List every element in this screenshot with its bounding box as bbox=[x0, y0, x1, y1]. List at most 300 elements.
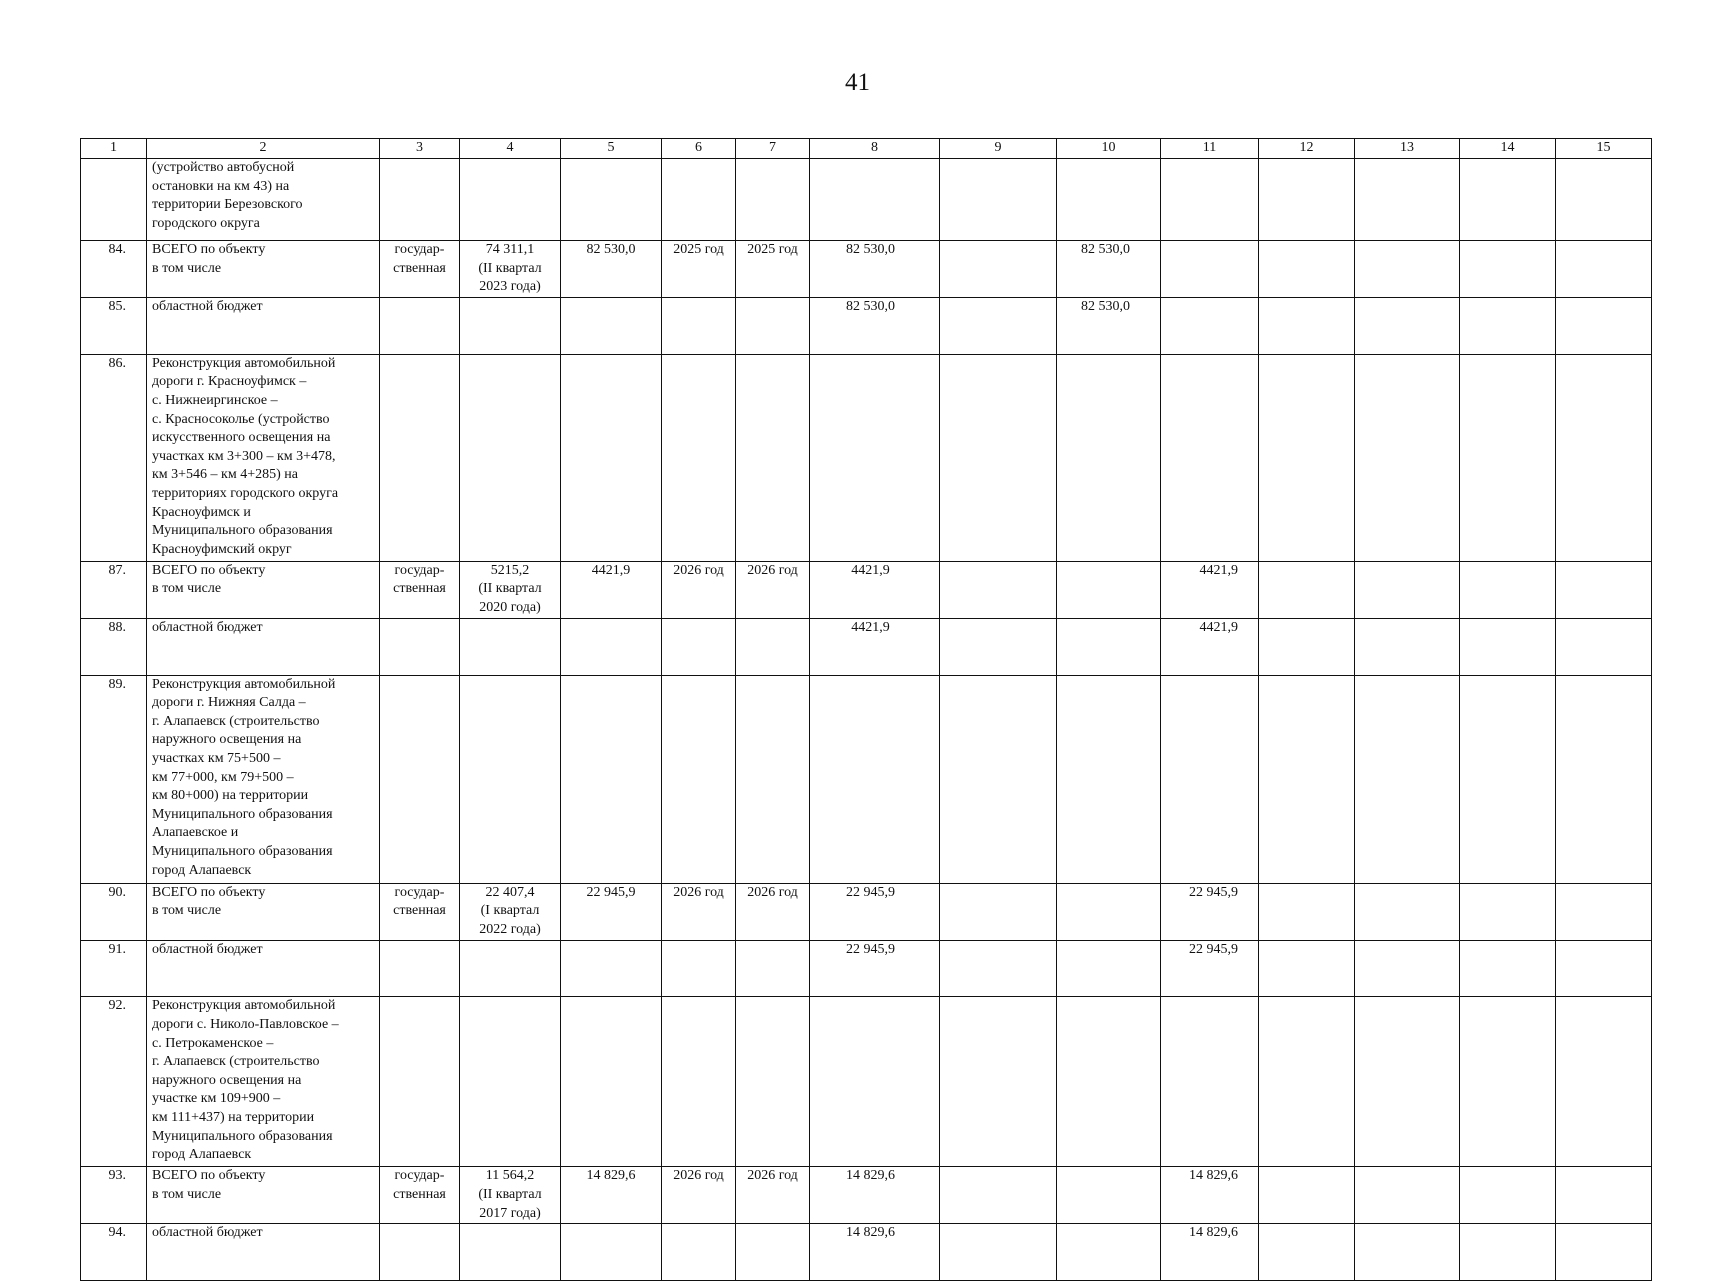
object-name bbox=[147, 940, 380, 997]
cell-line bbox=[382, 298, 457, 317]
funding-col-9 bbox=[940, 1167, 1057, 1224]
budget-table bbox=[80, 138, 1652, 1281]
cell-line bbox=[382, 1016, 457, 1035]
cell-line: км 80+000) на территории bbox=[152, 788, 309, 804]
funding-total bbox=[810, 159, 940, 241]
end-year bbox=[736, 1167, 810, 1224]
row-number bbox=[81, 354, 147, 561]
cell-value: 14 829,6 bbox=[1189, 1168, 1238, 1184]
funding-col-11 bbox=[1161, 1224, 1259, 1281]
column-header-1: 1 bbox=[81, 139, 147, 159]
cell-line bbox=[466, 1224, 554, 1243]
funding-col-12 bbox=[1259, 1167, 1355, 1224]
cell-line: ственная bbox=[393, 581, 446, 597]
cell-line bbox=[466, 978, 554, 997]
funding-total bbox=[810, 940, 940, 997]
cell-line: территориях городского округа bbox=[152, 485, 339, 501]
column-header-7: 7 bbox=[736, 139, 810, 159]
cell-line bbox=[382, 373, 457, 392]
cell-line: с. Нижнеиргинское – bbox=[152, 392, 278, 408]
funding-col-12 bbox=[1259, 1224, 1355, 1281]
cell-line: в том числе bbox=[152, 581, 222, 597]
funding-col-10 bbox=[1057, 618, 1161, 675]
funding-col-12 bbox=[1259, 159, 1355, 241]
funding-col-10 bbox=[1057, 561, 1161, 618]
cell-line bbox=[466, 1243, 554, 1262]
funding-col-14 bbox=[1460, 298, 1556, 355]
funding-col-15 bbox=[1556, 241, 1652, 298]
row-number bbox=[81, 1224, 147, 1281]
cell-line: областной бюджет bbox=[152, 299, 263, 314]
funding-col-11 bbox=[1161, 159, 1259, 241]
funding-col-10 bbox=[1057, 1224, 1161, 1281]
cell-line: ственная bbox=[393, 903, 446, 919]
funding-col-14 bbox=[1460, 354, 1556, 561]
ownership-type bbox=[380, 618, 460, 675]
end-year bbox=[736, 618, 810, 675]
cell-line: областной бюджет bbox=[152, 619, 263, 635]
funding-col-13 bbox=[1355, 997, 1460, 1167]
funding-col-11 bbox=[1161, 883, 1259, 940]
cell-line: (устройство автобусной bbox=[152, 160, 295, 175]
estimated-cost bbox=[460, 883, 561, 940]
table-row bbox=[81, 159, 1652, 241]
funding-col-12 bbox=[1259, 618, 1355, 675]
column-header-11: 11 bbox=[1161, 139, 1259, 159]
cell-line: в том числе bbox=[152, 260, 222, 276]
ownership-type bbox=[380, 298, 460, 355]
end-year bbox=[736, 298, 810, 355]
cell-line: 74 311,1 bbox=[485, 242, 535, 257]
funding-col-13 bbox=[1355, 241, 1460, 298]
total-cost bbox=[561, 159, 662, 241]
funding-total bbox=[810, 618, 940, 675]
funding-col-14 bbox=[1460, 241, 1556, 298]
funding-col-15 bbox=[1556, 561, 1652, 618]
cell-value: 82 530,0 bbox=[586, 242, 636, 257]
cell-line: участках км 75+500 – bbox=[152, 750, 281, 766]
row-number bbox=[81, 940, 147, 997]
funding-col-14 bbox=[1460, 940, 1556, 997]
funding-col-12 bbox=[1259, 241, 1355, 298]
funding-col-14 bbox=[1460, 1167, 1556, 1224]
cell-line: (II квартал bbox=[478, 260, 542, 276]
cell-value: 14 829,6 bbox=[846, 1168, 895, 1184]
total-cost bbox=[561, 1224, 662, 1281]
funding-col-14 bbox=[1460, 1224, 1556, 1281]
funding-col-12 bbox=[1259, 298, 1355, 355]
cell-value: 89. bbox=[108, 676, 126, 692]
total-cost bbox=[561, 997, 662, 1167]
cell-line bbox=[466, 637, 554, 656]
cell-value: 2026 год bbox=[747, 884, 798, 900]
funding-col-9 bbox=[940, 354, 1057, 561]
cell-value: 22 945,9 bbox=[846, 941, 895, 957]
cell-line: 2020 года) bbox=[479, 599, 541, 615]
funding-total bbox=[810, 883, 940, 940]
funding-col-9 bbox=[940, 940, 1057, 997]
funding-col-9 bbox=[940, 1224, 1057, 1281]
funding-col-10 bbox=[1057, 1167, 1161, 1224]
cell-value: 94. bbox=[108, 1225, 126, 1241]
cell-line: 2022 года) bbox=[479, 921, 541, 937]
cell-line: Муниципального образования bbox=[152, 806, 333, 822]
column-header-8: 8 bbox=[810, 139, 940, 159]
cell-line: с. Красносоколье (устройство bbox=[152, 411, 330, 427]
row-number bbox=[81, 997, 147, 1167]
end-year bbox=[736, 940, 810, 997]
funding-col-14 bbox=[1460, 561, 1556, 618]
row-number bbox=[81, 298, 147, 355]
cell-line: Муниципального образования bbox=[152, 523, 333, 539]
cell-line: 2017 года) bbox=[479, 1205, 541, 1221]
column-header-2: 2 bbox=[147, 139, 380, 159]
funding-total bbox=[810, 1224, 940, 1281]
cell-value: 93. bbox=[108, 1168, 126, 1184]
funding-col-10 bbox=[1057, 997, 1161, 1167]
funding-col-14 bbox=[1460, 997, 1556, 1167]
funding-col-11 bbox=[1161, 940, 1259, 997]
cell-line: Реконструкция автомобильной bbox=[152, 676, 336, 692]
funding-col-12 bbox=[1259, 997, 1355, 1167]
funding-col-14 bbox=[1460, 675, 1556, 883]
funding-col-12 bbox=[1259, 561, 1355, 618]
cell-value: 22 945,9 bbox=[1189, 941, 1238, 957]
cell-line: областной бюджет bbox=[152, 941, 263, 957]
cell-value: 2026 год bbox=[747, 562, 798, 578]
cell-line bbox=[382, 178, 457, 197]
estimated-cost bbox=[460, 997, 561, 1167]
cell-value: 2026 год bbox=[747, 1168, 798, 1184]
funding-col-9 bbox=[940, 561, 1057, 618]
funding-col-12 bbox=[1259, 940, 1355, 997]
cell-line: ственная bbox=[393, 260, 446, 276]
total-cost bbox=[561, 940, 662, 997]
cell-value: 4421,9 bbox=[1199, 619, 1238, 635]
cell-line: дороги с. Николо-Павловское – bbox=[152, 1016, 339, 1032]
cell-value: 14 829,6 bbox=[586, 1168, 636, 1184]
cell-line bbox=[466, 373, 554, 392]
funding-col-11 bbox=[1161, 354, 1259, 561]
funding-col-13 bbox=[1355, 561, 1460, 618]
cell-line bbox=[382, 959, 457, 978]
cell-line: ВСЕГО по объекту bbox=[152, 242, 266, 257]
estimated-cost bbox=[460, 1224, 561, 1281]
funding-total bbox=[810, 241, 940, 298]
cell-value: 82 530,0 bbox=[1081, 299, 1130, 314]
funding-col-11 bbox=[1161, 561, 1259, 618]
total-cost bbox=[561, 561, 662, 618]
cell-line: участках км 3+300 – км 3+478, bbox=[152, 448, 336, 464]
cell-line bbox=[466, 335, 554, 354]
object-name bbox=[147, 675, 380, 883]
funding-col-9 bbox=[940, 997, 1057, 1167]
total-cost bbox=[561, 618, 662, 675]
object-name bbox=[147, 354, 380, 561]
cell-line bbox=[382, 619, 457, 638]
cell-value: 86. bbox=[108, 355, 126, 371]
object-name bbox=[147, 1167, 380, 1224]
column-header-9: 9 bbox=[940, 139, 1057, 159]
column-header-6: 6 bbox=[662, 139, 736, 159]
funding-col-12 bbox=[1259, 883, 1355, 940]
funding-col-10 bbox=[1057, 159, 1161, 241]
cell-line bbox=[466, 355, 554, 374]
object-name bbox=[147, 883, 380, 940]
funding-col-13 bbox=[1355, 354, 1460, 561]
cell-line: Красноуфимск и bbox=[152, 504, 251, 520]
table-row bbox=[81, 561, 1652, 618]
funding-col-15 bbox=[1556, 354, 1652, 561]
funding-col-13 bbox=[1355, 1224, 1460, 1281]
table-row bbox=[81, 1224, 1652, 1281]
funding-col-15 bbox=[1556, 883, 1652, 940]
column-header-12: 12 bbox=[1259, 139, 1355, 159]
cell-line: государ- bbox=[394, 1168, 445, 1184]
cell-line: Муниципального образования bbox=[152, 1128, 333, 1144]
estimated-cost bbox=[460, 354, 561, 561]
start-year bbox=[662, 241, 736, 298]
end-year bbox=[736, 159, 810, 241]
cell-line: остановки на км 43) на bbox=[152, 178, 290, 194]
table-row bbox=[81, 940, 1652, 997]
total-cost bbox=[561, 354, 662, 561]
cell-value: 22 945,9 bbox=[586, 884, 636, 900]
row-number bbox=[81, 675, 147, 883]
cell-line bbox=[382, 1224, 457, 1243]
column-header-5: 5 bbox=[561, 139, 662, 159]
cell-line bbox=[466, 694, 554, 713]
funding-col-9 bbox=[940, 883, 1057, 940]
column-header-15: 15 bbox=[1556, 139, 1652, 159]
column-header-4: 4 bbox=[460, 139, 561, 159]
funding-total bbox=[810, 997, 940, 1167]
ownership-type bbox=[380, 940, 460, 997]
cell-value: 90. bbox=[108, 884, 126, 900]
cell-line bbox=[382, 355, 457, 374]
estimated-cost bbox=[460, 298, 561, 355]
object-name bbox=[147, 241, 380, 298]
estimated-cost bbox=[460, 940, 561, 997]
funding-col-14 bbox=[1460, 618, 1556, 675]
funding-col-11 bbox=[1161, 675, 1259, 883]
cell-line: в том числе bbox=[152, 903, 222, 919]
row-number bbox=[81, 883, 147, 940]
start-year bbox=[662, 883, 736, 940]
cell-line: км 111+437) на территории bbox=[152, 1109, 315, 1125]
cell-value: 92. bbox=[108, 998, 126, 1014]
column-header-14: 14 bbox=[1460, 139, 1556, 159]
table-row bbox=[81, 997, 1652, 1167]
ownership-type bbox=[380, 159, 460, 241]
funding-col-10 bbox=[1057, 241, 1161, 298]
cell-line bbox=[466, 159, 554, 178]
cell-line: Алапаевское и bbox=[152, 825, 239, 841]
cell-line: дороги г. Красноуфимск – bbox=[152, 374, 307, 390]
object-name bbox=[147, 618, 380, 675]
cell-value: 85. bbox=[108, 299, 126, 314]
cell-line: (I квартал bbox=[480, 903, 540, 919]
end-year bbox=[736, 561, 810, 618]
funding-col-9 bbox=[940, 159, 1057, 241]
cell-line: город Алапаевск bbox=[152, 1147, 252, 1163]
cell-value: 2025 год bbox=[673, 242, 724, 257]
funding-col-15 bbox=[1556, 298, 1652, 355]
ownership-type bbox=[380, 997, 460, 1167]
end-year bbox=[736, 997, 810, 1167]
cell-line: искусственного освещения на bbox=[152, 430, 331, 446]
start-year bbox=[662, 1224, 736, 1281]
cell-line: территории Березовского bbox=[152, 197, 303, 213]
funding-col-11 bbox=[1161, 618, 1259, 675]
funding-col-13 bbox=[1355, 940, 1460, 997]
cell-line: 22 407,4 bbox=[485, 884, 535, 900]
cell-line: ВСЕГО по объекту bbox=[152, 562, 266, 578]
funding-col-11 bbox=[1161, 997, 1259, 1167]
funding-col-10 bbox=[1057, 298, 1161, 355]
cell-line: государ- bbox=[394, 884, 445, 900]
start-year bbox=[662, 159, 736, 241]
ownership-type bbox=[380, 883, 460, 940]
funding-col-13 bbox=[1355, 883, 1460, 940]
cell-line bbox=[382, 676, 457, 695]
cell-value: 4421,9 bbox=[1199, 562, 1238, 578]
estimated-cost bbox=[460, 1167, 561, 1224]
funding-col-13 bbox=[1355, 618, 1460, 675]
funding-col-13 bbox=[1355, 1167, 1460, 1224]
funding-col-15 bbox=[1556, 940, 1652, 997]
row-number bbox=[81, 561, 147, 618]
row-number bbox=[81, 1167, 147, 1224]
end-year bbox=[736, 883, 810, 940]
start-year bbox=[662, 675, 736, 883]
cell-line: г. Алапаевск (строительство bbox=[152, 713, 320, 729]
cell-value: 4421,9 bbox=[851, 619, 890, 635]
cell-line: 11 564,2 bbox=[485, 1168, 535, 1184]
funding-total bbox=[810, 561, 940, 618]
cell-value: 82 530,0 bbox=[846, 242, 895, 257]
object-name bbox=[147, 1224, 380, 1281]
end-year bbox=[736, 241, 810, 298]
table-row bbox=[81, 618, 1652, 675]
start-year bbox=[662, 298, 736, 355]
cell-line: ственная bbox=[393, 1186, 446, 1202]
funding-col-9 bbox=[940, 618, 1057, 675]
estimated-cost bbox=[460, 618, 561, 675]
cell-line bbox=[466, 1262, 554, 1281]
cell-value: 91. bbox=[108, 941, 126, 957]
cell-line bbox=[466, 676, 554, 695]
funding-col-12 bbox=[1259, 354, 1355, 561]
cell-line: дороги г. Нижняя Салда – bbox=[152, 695, 306, 711]
total-cost bbox=[561, 883, 662, 940]
page-number: 41 bbox=[845, 69, 870, 96]
cell-value: 2026 год bbox=[673, 884, 724, 900]
funding-col-14 bbox=[1460, 159, 1556, 241]
cell-line bbox=[466, 1035, 554, 1054]
table-header bbox=[81, 139, 1652, 159]
cell-line bbox=[466, 713, 554, 732]
row-number bbox=[81, 241, 147, 298]
funding-col-15 bbox=[1556, 618, 1652, 675]
cell-line bbox=[466, 1016, 554, 1035]
cell-line: ВСЕГО по объекту bbox=[152, 1168, 266, 1184]
table-row bbox=[81, 1167, 1652, 1224]
column-header-3: 3 bbox=[380, 139, 460, 159]
funding-col-14 bbox=[1460, 883, 1556, 940]
cell-value: 88. bbox=[108, 619, 126, 635]
cell-line: городского округа bbox=[152, 215, 260, 231]
funding-col-15 bbox=[1556, 1167, 1652, 1224]
total-cost bbox=[561, 1167, 662, 1224]
ownership-type bbox=[380, 561, 460, 618]
cell-value: 22 945,9 bbox=[1189, 884, 1238, 900]
ownership-type bbox=[380, 1224, 460, 1281]
start-year bbox=[662, 1167, 736, 1224]
cell-line bbox=[382, 159, 457, 178]
cell-value: 2026 год bbox=[673, 562, 724, 578]
cell-line bbox=[382, 1243, 457, 1262]
cell-line: участке км 109+900 – bbox=[152, 1091, 281, 1107]
funding-col-15 bbox=[1556, 997, 1652, 1167]
cell-line bbox=[466, 392, 554, 411]
funding-col-10 bbox=[1057, 940, 1161, 997]
funding-col-10 bbox=[1057, 354, 1161, 561]
funding-col-12 bbox=[1259, 675, 1355, 883]
funding-col-11 bbox=[1161, 241, 1259, 298]
cell-line bbox=[382, 694, 457, 713]
cell-value: 4421,9 bbox=[591, 562, 631, 578]
end-year bbox=[736, 354, 810, 561]
cell-line: Реконструкция автомобильной bbox=[152, 998, 336, 1014]
cell-line: 2023 года) bbox=[479, 279, 541, 295]
funding-col-11 bbox=[1161, 298, 1259, 355]
funding-col-10 bbox=[1057, 883, 1161, 940]
cell-line bbox=[466, 656, 554, 675]
cell-value: 82 530,0 bbox=[846, 299, 895, 314]
cell-line bbox=[466, 178, 554, 197]
estimated-cost bbox=[460, 675, 561, 883]
cell-line bbox=[466, 298, 554, 317]
cell-line bbox=[466, 619, 554, 638]
funding-total bbox=[810, 675, 940, 883]
cell-line: (II квартал bbox=[478, 581, 542, 597]
cell-line: в том числе bbox=[152, 1186, 222, 1202]
cell-line bbox=[382, 637, 457, 656]
column-header-10: 10 bbox=[1057, 139, 1161, 159]
cell-line: км 77+000, км 79+500 – bbox=[152, 769, 294, 785]
cell-line bbox=[466, 196, 554, 215]
funding-col-13 bbox=[1355, 159, 1460, 241]
funding-col-15 bbox=[1556, 159, 1652, 241]
funding-col-10 bbox=[1057, 675, 1161, 883]
cell-line bbox=[382, 997, 457, 1016]
object-name bbox=[147, 298, 380, 355]
cell-line: город Алапаевск bbox=[152, 862, 252, 878]
total-cost bbox=[561, 298, 662, 355]
funding-col-15 bbox=[1556, 1224, 1652, 1281]
end-year bbox=[736, 675, 810, 883]
cell-line: км 3+546 – км 4+285) на bbox=[152, 467, 298, 483]
cell-line: Красноуфимский округ bbox=[152, 541, 292, 557]
cell-line bbox=[466, 317, 554, 336]
end-year bbox=[736, 1224, 810, 1281]
start-year bbox=[662, 997, 736, 1167]
start-year bbox=[662, 561, 736, 618]
cell-value: 14 829,6 bbox=[1189, 1225, 1238, 1241]
table-row bbox=[81, 298, 1652, 355]
cell-line: Реконструкция автомобильной bbox=[152, 355, 336, 371]
